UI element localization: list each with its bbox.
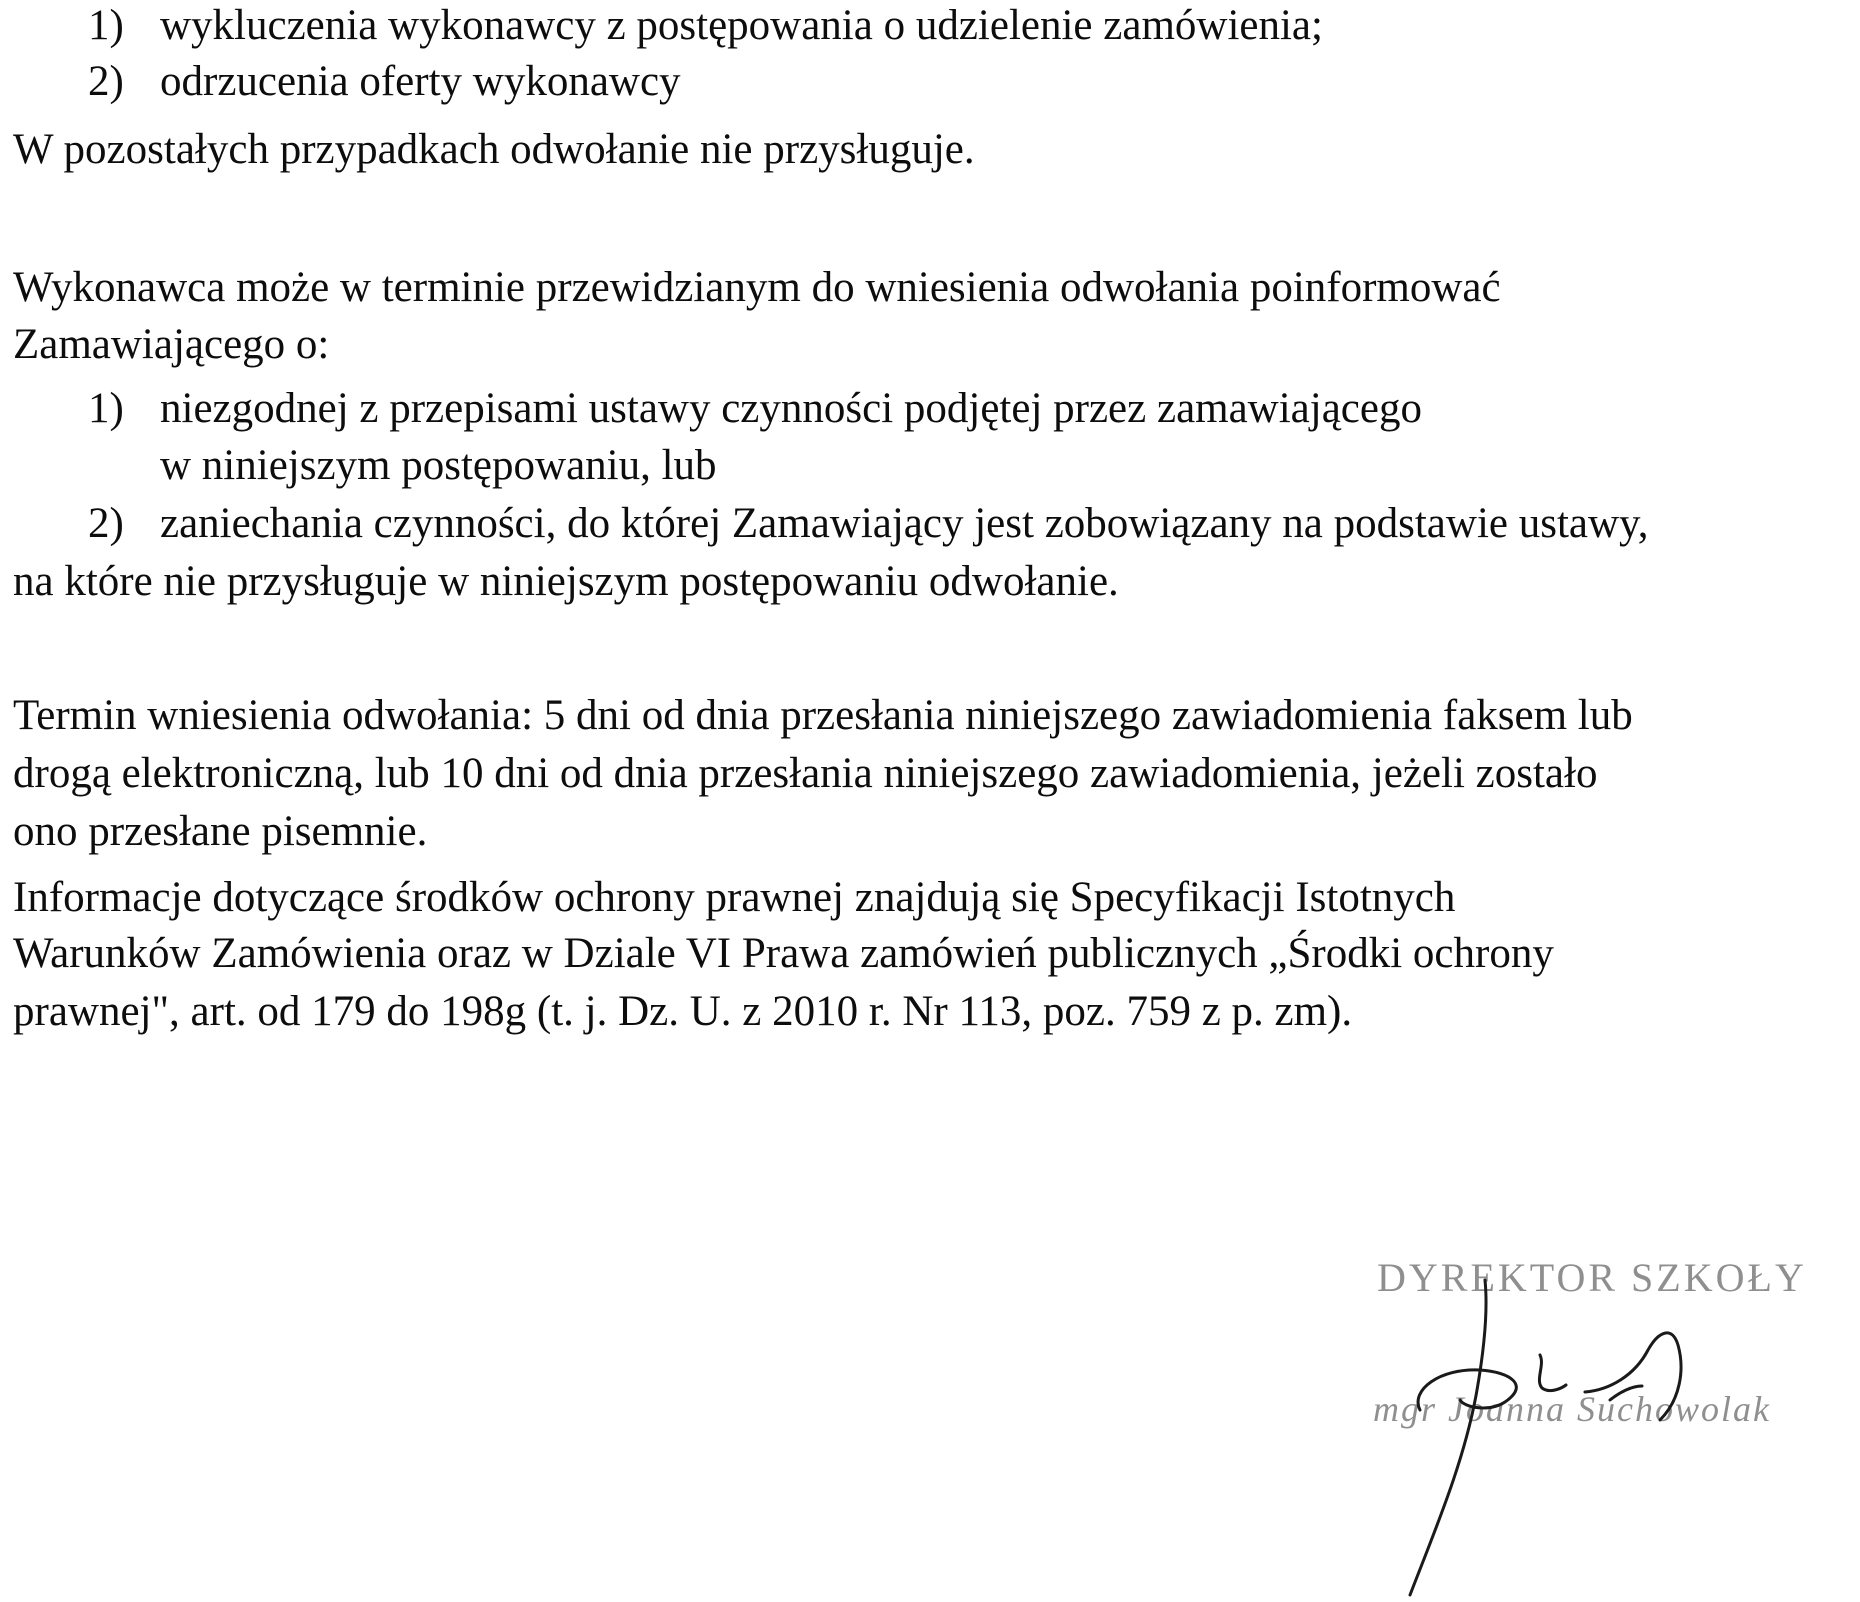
signature-stroke xyxy=(1539,1355,1566,1391)
paragraph-line: Informacje dotyczące środków ochrony prawnej znajdują się Specyfikacji Istotnych xyxy=(13,874,1456,921)
list-item-text: odrzucenia oferty wykonawcy xyxy=(160,58,681,105)
list-item-text: zaniechania czynności, do której Zamawiający jest zobowiązany na podstawie ustawy, xyxy=(160,500,1649,547)
paragraph-line: na które nie przysługuje w niniejszym postępowaniu odwołanie. xyxy=(13,558,1119,605)
paragraph-line: Zamawiającego o: xyxy=(13,321,330,368)
paragraph-line: drogą elektroniczną, lub 10 dni od dnia przesłania niniejszego zawiadomienia, jeżeli zostało xyxy=(13,750,1598,797)
signature-stroke xyxy=(1585,1333,1681,1420)
list-number: 2) xyxy=(88,500,124,547)
list-item-continuation: w niniejszym postępowaniu, lub xyxy=(160,442,717,489)
paragraph-line: Wykonawca może w terminie przewidzianym do wniesienia odwołania poinformować xyxy=(13,264,1501,311)
list-item xyxy=(88,4,1323,47)
signature-stroke xyxy=(1610,1386,1642,1400)
list-item xyxy=(88,387,1422,430)
signature-stroke xyxy=(1418,1370,1516,1410)
list-item xyxy=(88,502,1649,545)
stamp-name: mgr Joanna Suchowolak xyxy=(1373,1389,1771,1429)
list-number: 1) xyxy=(88,385,124,432)
signature-stroke xyxy=(1410,1280,1486,1595)
list-item-text: niezgodnej z przepisami ustawy czynności podjętej przez zamawiającego xyxy=(160,385,1422,432)
stamp-title: DYREKTOR SZKOŁY xyxy=(1377,1255,1807,1300)
paragraph-line: ono przesłane pisemnie. xyxy=(13,808,428,855)
list-item xyxy=(88,60,681,103)
paragraph-line: W pozostałych przypadkach odwołanie nie przysługuje. xyxy=(13,126,975,173)
signature-image xyxy=(1380,1270,1760,1600)
list-number: 2) xyxy=(88,58,124,105)
paragraph-line: Termin wniesienia odwołania: 5 dni od dnia przesłania niniejszego zawiadomienia faksem lub xyxy=(13,692,1633,739)
paragraph-line: prawnej", art. od 179 do 198g (t. j. Dz. U. z 2010 r. Nr 113, poz. 759 z p. zm). xyxy=(13,988,1353,1035)
list-number: 1) xyxy=(88,2,124,49)
list-item-text: wykluczenia wykonawcy z postępowania o udzielenie zamówienia; xyxy=(160,2,1323,49)
paragraph-line: Warunków Zamówienia oraz w Dziale VI Prawa zamówień publicznych „Środki ochrony xyxy=(13,930,1554,977)
